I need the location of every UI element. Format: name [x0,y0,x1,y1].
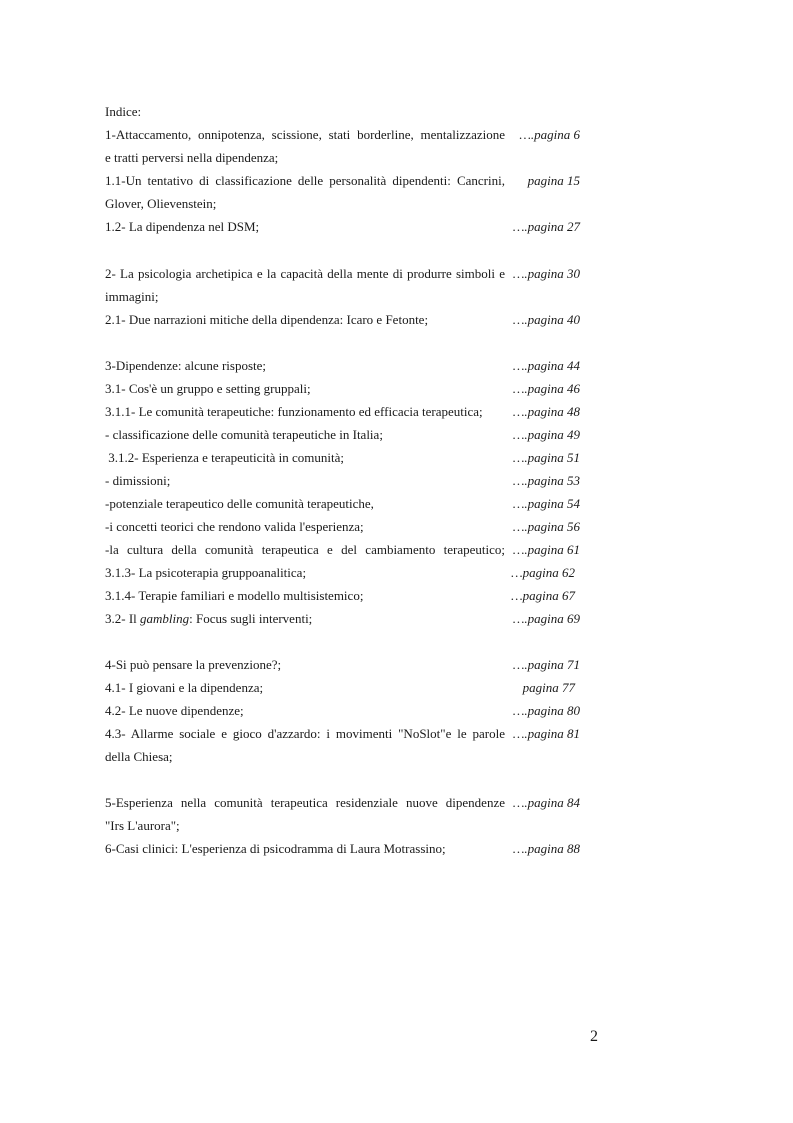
toc-page-ref: ….pagina 61 [512,542,580,557]
toc-entry-emphasis: gambling [140,611,190,626]
toc-entry-text: 4.3- Allarme sociale e gioco d'azzardo: i movimenti "NoSlot"e le parole [105,726,505,741]
toc-entry-continuation: "Irs L'aurora"; [105,818,180,833]
toc-entry-text: 3.1.4- Terapie familiari e modello multisistemico; [105,588,364,603]
toc-entry-text [105,610,505,628]
toc-entry-text: 3.1.3- La psicoterapia gruppoanalitica; [105,565,307,580]
toc-entry-continuation: immagini; [105,289,159,304]
toc-entry-potenziale [105,495,580,518]
toc-entry-text: - dimissioni; [105,473,171,488]
index-title: Indice: [105,104,142,119]
toc-entry-text: 3.1- Cos'è un gruppo e setting gruppali; [105,381,311,396]
toc-entry-text: 2- La psicologia archetipica e la capacità della mente di produrre simboli e [105,266,505,281]
toc-entry-1 [105,126,580,172]
toc-entry-5 [105,794,580,840]
toc-page-ref: ….pagina 44 [512,358,580,373]
toc-entry-concetti [105,518,580,541]
toc-entry-text: -i concetti teorici che rendono valida l'esperienza; [105,519,364,534]
toc-entry-6 [105,840,580,863]
toc-entry-text: 3.1.2- Esperienza e terapeuticità in comunità; [105,450,344,465]
toc-page-ref: ….pagina 53 [512,473,580,488]
toc-page-ref: ….pagina 84 [512,795,580,810]
toc-entry-4-3 [105,725,580,771]
toc-entry-text: 1-Attaccamento, onnipotenza, scissione, stati borderline, mentalizzazione [105,127,505,142]
toc-page-ref: pagina 77 [522,680,575,695]
toc-entry-3-2 [105,610,580,633]
toc-entry-3-1-4 [105,587,580,610]
page-number: 2 [590,1028,598,1045]
toc-page-ref: ….pagina 71 [512,657,580,672]
toc-entry-4-2 [105,702,580,725]
toc-entry-3-1-3 [105,564,580,587]
toc-page-ref: ….pagina 88 [512,841,580,856]
toc-entry-1-2 [105,218,580,241]
toc-entry-1-1 [105,172,580,218]
toc-entry-3 [105,357,580,380]
toc-page-ref: ….pagina 40 [512,312,580,327]
toc-entry-continuation: Glover, Olievenstein; [105,196,217,211]
toc-entry-text: 3.1.1- Le comunità terapeutiche: funzionamento ed efficacia terapeutica; [105,404,483,419]
toc-entry-text: 1.1-Un tentativo di classificazione delle personalità dipendenti: Cancrini, [105,173,505,188]
toc-page-ref: ….pagina 6 [519,127,580,142]
toc-entry-3-1 [105,380,580,403]
toc-page-ref: ….pagina 81 [512,726,580,741]
toc-entry-text: 6-Casi clinici: L'esperienza di psicodramma di Laura Motrassino; [105,841,446,856]
toc-entry-text: -potenziale terapeutico delle comunità terapeutiche, [105,496,374,511]
toc-entry-2-1 [105,311,580,334]
toc-entry-4 [105,656,580,679]
toc-entry-4-1 [105,679,580,702]
toc-page-ref: ….pagina 46 [512,381,580,396]
toc-entry-cultura [105,541,580,564]
toc-page-ref: …pagina 67 [511,588,575,603]
toc-entry-text: 1.2- La dipendenza nel DSM; [105,219,260,234]
toc-entry-text: 4.2- Le nuove dipendenze; [105,703,244,718]
toc-entry-text: 3-Dipendenze: alcune risposte; [105,358,266,373]
toc-page-ref: ….pagina 54 [512,496,580,511]
toc-page-ref: ….pagina 48 [512,404,580,419]
toc-entry-continuation: della Chiesa; [105,749,173,764]
toc-page-ref: ….pagina 27 [512,219,580,234]
toc-page-ref: ….pagina 80 [512,703,580,718]
toc-entry-text-part: 3.2- Il [105,611,141,626]
toc-page-ref: ….pagina 49 [512,427,580,442]
toc-page-ref: ….pagina 51 [512,450,580,465]
toc-entry-text: - classificazione delle comunità terapeutiche in Italia; [105,427,383,442]
toc-entry-continuation: e tratti perversi nella dipendenza; [105,150,279,165]
toc-entry-classificazione [105,426,580,449]
toc-entry-3-1-2 [105,449,580,472]
toc-entry-text: 4-Si può pensare la prevenzione?; [105,657,282,672]
toc-entry-3-1-1 [105,403,580,426]
toc-entry-2 [105,265,580,311]
toc-entry-text: 2.1- Due narrazioni mitiche della dipendenza: Icaro e Fetonte; [105,312,429,327]
toc-page-ref: ….pagina 56 [512,519,580,534]
toc-page-ref: pagina 15 [527,173,580,188]
toc-entry-dimissioni [105,472,580,495]
toc-page-ref: ….pagina 69 [512,611,580,626]
toc-page-ref: ….pagina 30 [512,266,580,281]
toc-entry-text: 5-Esperienza nella comunità terapeutica residenziale nuove dipendenze [105,795,505,810]
toc-entry-text: 4.1- I giovani e la dipendenza; [105,680,264,695]
toc-entry-text: -la cultura della comunità terapeutica e del cambiamento terapeutico; [105,542,505,557]
toc-page-ref: …pagina 62 [511,565,575,580]
toc-entry-text-part: : Focus sugli interventi; [189,611,313,626]
